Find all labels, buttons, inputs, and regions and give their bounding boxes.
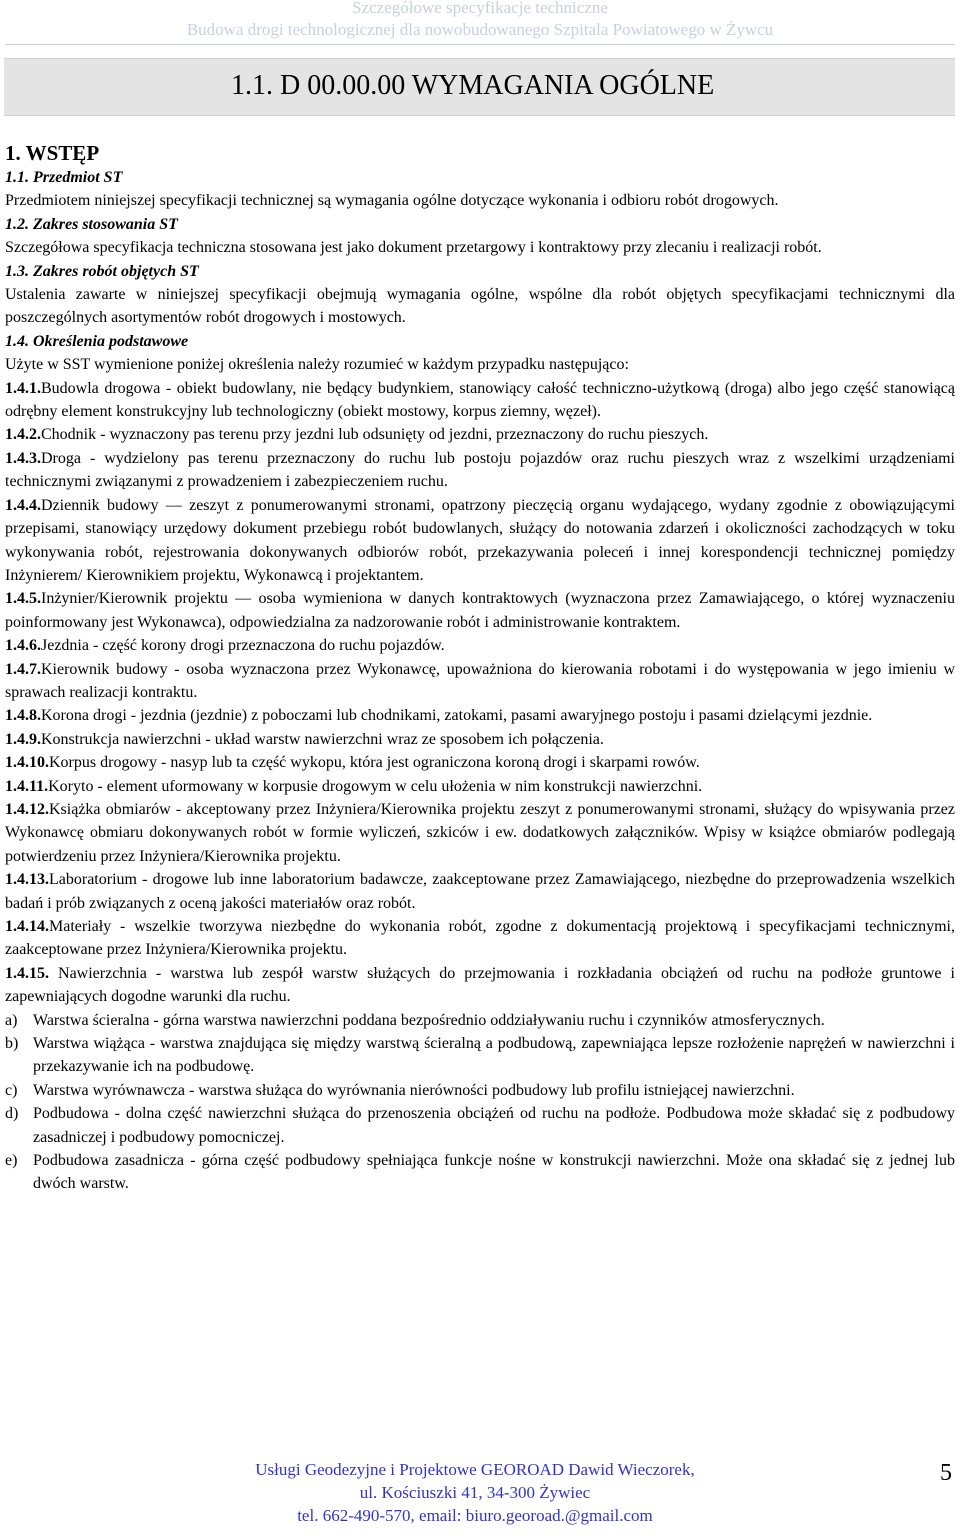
definition-number: 1.4.4.: [5, 496, 41, 514]
list-item: [5, 1032, 955, 1079]
list-text: Podbudowa - dolna część nawierzchni służąca do przenoszenia obciążeń od ruchu na podłoże. Podbudowa może składać się z podbudowy zasadniczej i podbudowy pomocniczej.: [33, 1105, 955, 1146]
section-1-1-title: 1.1. Przedmiot ST: [5, 169, 123, 186]
definition-text: Koryto - element uformowany w korpusie drogowym w celu ułożenia w nim konstrukcji nawierzchni.: [48, 777, 703, 795]
definition-item: [5, 634, 955, 657]
definition-item: [5, 751, 955, 774]
page-header: [0, 0, 960, 46]
definition-item: [5, 962, 955, 1009]
definition-text: Korona drogi - jezdnia (jezdnie) z poboczami lub chodnikami, zatokami, pasami awaryjnego postoju i pasami dzielącymi jezdnie.: [41, 707, 873, 725]
section-1-3-text: Ustalenia zawarte w niniejszej specyfikacji obejmują wymagania ogólne, wspólne dla robót objętych specyfikacjami technicznymi dla poszczególnych asortymentów robót drogowych i mostowych.: [5, 286, 955, 327]
list-item: [5, 1009, 955, 1032]
definition-item: [5, 658, 955, 705]
list-item: [5, 1149, 955, 1196]
definition-number: 1.4.1.: [5, 379, 41, 397]
definition-item: [5, 377, 955, 424]
definition-item: [5, 704, 955, 727]
definition-number: 1.4.8.: [5, 707, 41, 725]
definition-item: [5, 868, 955, 915]
list-marker: a): [5, 1011, 18, 1029]
header-subtitle: Budowa drogi technologicznej dla nowobudowanego Szpitala Powiatowego w Żywcu: [186, 20, 774, 39]
definition-number: 1.4.5.: [5, 590, 41, 608]
header-divider: [5, 44, 955, 45]
list-text: Warstwa ścieralna - górna warstwa nawierzchni poddana bezpośrednio oddziaływaniu ruchu i czynników atmosferycznych.: [33, 1011, 825, 1029]
definition-text: Korpus drogowy - nasyp lub ta część wykopu, która jest ograniczona koroną drogi i skarpami rowów.: [49, 754, 700, 772]
definition-text: Książka obmiarów - akceptowany przez Inżyniera/Kierownika projektu zeszyt z ponumerowanymi stronami, służący do wpisywania przez Wykonawcę obmiaru dokonywanych robót w formie wyliczeń, szkiców i ew. dodatkowych załączników. Wpisy w książce obmiarów podlegają potwierdzeniu przez Inżyniera/Kierownika projektu.: [5, 800, 955, 865]
definitions-list: [5, 377, 955, 1009]
definition-item: [5, 494, 955, 588]
definition-item: [5, 587, 955, 634]
definition-text: Laboratorium - drogowe lub inne laboratorium badawcze, zaakceptowane przez Zamawiającego, niezbędne do przeprowadzenia wszelkich badań i prób związanych z oceną jakości materiałów oraz robót.: [5, 871, 955, 912]
definition-item: [5, 447, 955, 494]
list-marker: d): [5, 1105, 19, 1123]
definition-text: Nawierzchnia - warstwa lub zespół warstw służących do przejmowania i rozkładania obciążeń od ruchu na podłoże gruntowe i zapewniających dogodne warunki dla ruchu.: [5, 964, 955, 1006]
section-1-4-title: 1.4. Określenia podstawowe: [5, 332, 189, 350]
page-footer: [0, 1458, 960, 1527]
list-marker: e): [5, 1152, 18, 1170]
definition-item: [5, 798, 955, 868]
footer-company: Usługi Geodezyjne i Projektowe GEOROAD Dawid Wieczorek,: [255, 1460, 695, 1479]
definition-number: 1.4.10.: [5, 754, 49, 772]
chapter-heading: 1. WSTĘP: [5, 141, 100, 165]
definition-number: 1.4.12.: [5, 800, 49, 818]
definition-text: Konstrukcja nawierzchni - układ warstw nawierzchni wraz ze sposobem ich połączenia.: [41, 730, 604, 748]
list-text: Podbudowa zasadnicza - górna część podbudowy spełniająca funkcje nośne w konstrukcji nawierzchni. Może ona składać się z jednej lub dwóch warstw.: [33, 1152, 955, 1193]
list-marker: b): [5, 1035, 19, 1053]
section-1-2-title: 1.2. Zakres stosowania ST: [5, 215, 178, 233]
definition-number: 1.4.13.: [5, 871, 49, 889]
definition-text: Kierownik budowy - osoba wyznaczona przez Wykonawcę, upoważniona do kierowania robotami i do występowania w jego imieniu w sprawach realizacji kontraktu.: [5, 660, 955, 701]
definition-text: Chodnik - wyznaczony pas terenu przy jezdni lub odsunięty od jezdni, przeznaczony do ruchu pieszych.: [41, 426, 709, 444]
section-1-3-title: 1.3. Zakres robót objętych ST: [5, 262, 199, 280]
definition-number: 1.4.14.: [5, 918, 49, 935]
list-text: Warstwa wyrównawcza - warstwa służąca do wyrównania nierówności podbudowy lub profilu istniejącej nawierzchni.: [33, 1081, 795, 1099]
definition-number: 1.4.11.: [5, 777, 49, 795]
footer-address: ul. Kościuszki 41, 34-300 Żywiec: [359, 1483, 591, 1502]
section-1-1-text: Przedmiotem niniejszej specyfikacji technicznej są wymagania ogólne dotyczące wykonania i odbioru robót drogowych.: [5, 192, 779, 210]
section-1-2-text: Szczegółowa specyfikacja techniczna stosowana jest jako dokument przetargowy i kontraktowy przy zlecaniu i realizacji robót.: [5, 239, 822, 257]
definition-item: [5, 728, 955, 751]
list-item: [5, 1079, 955, 1102]
list-text: Warstwa wiążąca - warstwa znajdująca się między warstwą ścieralną a podbudową, zapewniająca lepsze rozłożenie naprężeń w nawierzchni i przekazywanie ich na podbudowę.: [33, 1035, 955, 1076]
layer-list: [5, 1009, 955, 1196]
definition-item: [5, 775, 955, 798]
definition-number: 1.4.2.: [5, 426, 41, 444]
banner-title: 1.1. D 00.00.00 WYMAGANIA OGÓLNE: [231, 70, 715, 101]
list-marker: c): [5, 1081, 18, 1099]
definition-text: Dziennik budowy — zeszyt z ponumerowanymi stronami, opatrzony pieczęcią organu wydającego, wydany zgodnie z obowiązującymi przepisami, stanowiący urzędowy dokument przebiegu robót budowlanych, służący do notowania zdarzeń i okoliczności zachodzących w toku wykonywania robót, rejestrowania dokonywanych odbiorów robót, przekazywania poleceń i innej korespondencji technicznej pomiędzy Inżynierem/ Kierownikiem projektu, Wykonawcą i projektantem.: [5, 496, 955, 584]
definition-text: Inżynier/Kierownik projektu — osoba wymieniona w danych kontraktowych (wyznaczona przez Zamawiającego, o której wyznaczeniu poinformowany jest Wykonawca), odpowiedzialna za nadzorowanie robót i administrowanie kontraktem.: [5, 590, 955, 631]
definition-number: 1.4.3.: [5, 449, 41, 467]
list-item: [5, 1102, 955, 1149]
definition-number: 1.4.15.: [5, 964, 49, 982]
document-body: [5, 140, 955, 1196]
definition-text: Materiały - wszelkie tworzywa niezbędne do wykonania robót, zgodne z dokumentacją projektową i specyfikacjami technicznymi, zaakceptowane przez Inżyniera/Kierownika projektu.: [5, 918, 955, 959]
section-1-4-text: Użyte w SST wymienione poniżej określenia należy rozumieć w każdym przypadku następująco:: [5, 356, 629, 374]
definition-number: 1.4.7.: [5, 660, 41, 678]
definition-item: [5, 423, 955, 446]
definition-text: Jezdnia - część korony drogi przeznaczona do ruchu pojazdów.: [41, 637, 445, 655]
definition-text: Droga - wydzielony pas terenu przeznaczony do ruchu lub postoju pojazdów oraz ruchu pieszych wraz z wszelkimi urządzeniami technicznymi związanymi z prowadzeniem i zabezpieczeniem ruchu.: [5, 449, 955, 491]
footer-contact: tel. 662-490-570, email: biuro.georoad.@gmail.com: [297, 1506, 653, 1525]
header-title: Szczegółowe specyfikacje techniczne: [352, 0, 608, 17]
page-number: 5: [940, 1460, 952, 1486]
definition-number: 1.4.6.: [5, 637, 41, 655]
definition-item: [5, 915, 955, 962]
definition-text: Budowla drogowa - obiekt budowlany, nie będący budynkiem, stanowiący całość techniczno-użytkową (droga) albo jego część stanowiącą odrębny element konstrukcyjny lub technologiczny (obiekt mostowy, korpus ziemny, węzeł).: [5, 379, 955, 421]
section-banner: [4, 58, 955, 116]
definition-number: 1.4.9.: [5, 730, 41, 748]
